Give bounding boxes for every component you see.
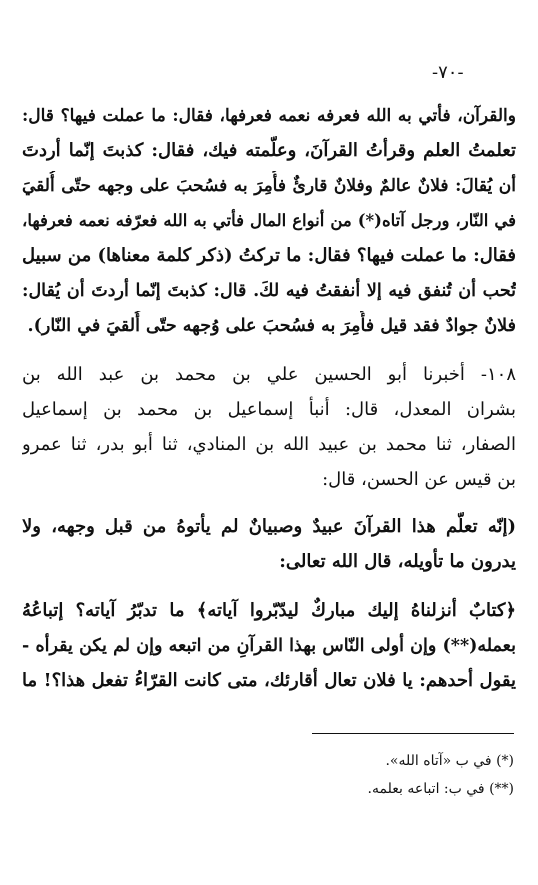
text-line: والقرآن، فأتي به الله فعرفه نعمه فعرفها، فقال: ما عملت فيها؟ قال:: [22, 106, 516, 126]
text-line: ﴿كتابٌ أنزلناهُ إليك مباركٌ ليدّبّروا آياته﴾ ما تدبّرُ آياته؟ إتباعُهُ: [22, 600, 516, 621]
text-line: تعلمتُ العلم وقرأتُ القرآنَ، وعلّمته فيك، فقال: كذبتَ إنّما أردتَ: [22, 140, 516, 161]
text-line: في النّار، ورجل آتاه(*) من أنواع المال فأتي به الله فعرّفه نعمه فعرفها،: [22, 211, 516, 230]
text-line: فقال: ما عملت فيها؟ فقال: ما تركتُ (ذكر كلمة معناها) من سبيل: [22, 245, 516, 266]
text-line: بعمله(**) وإن أولى النّاس بهذا القرآنِ من اتبعه وإن لم يكن يقرأه -: [22, 636, 516, 656]
footnote-divider: [312, 733, 514, 734]
footnote: (*) في ب «آتاه الله».: [385, 753, 514, 769]
text-line: أن يُقالَ: فلانٌ عالمٌ وفلانٌ قارئٌ فأُمِرَ به فسُحبَ على وجهه حتّى أُلقيَ: [22, 176, 516, 196]
text-line: فلانٌ جوادٌ فقد قيل فأُمِرَ به فسُحبَ على وُجهه حتّى أُلقيَ في النّار).: [27, 316, 516, 336]
page-number: -٧٠-: [432, 62, 464, 83]
text-line: الصفار، ثنا محمد بن عبيد الله بن المنادي، ثنا أبو بدر، ثنا عمرو: [22, 434, 516, 455]
text-line: بشران المعدل، قال: أنبأ إسماعيل بن محمد بن إسماعيل: [22, 399, 516, 420]
text-line: تُحب أن تُنفق فيه إلا أنفقتُ فيه لكَ. قال: كذبتَ إنّما أردتَ أن يُقال:: [22, 281, 516, 301]
text-line: يقول أحدهم: يا فلان تعال أقارئك، متى كانت القرّاءُ تفعل هذا؟! ما: [22, 670, 516, 691]
text-line: بن قيس عن الحسن، قال:: [322, 469, 516, 490]
footnote: (**) في ب: اتباعه بعلمه.: [367, 781, 514, 797]
text-line: ١٠٨- أخبرنا أبو الحسين علي بن محمد بن عبد الله بن: [22, 364, 516, 385]
text-line: (إنّه تعلّم هذا القرآنَ عبيدٌ وصبيانٌ لم يأتوهُ من قبل وجهه، ولا: [22, 516, 516, 537]
text-line: يدرون ما تأويله، قال الله تعالى:: [279, 551, 516, 572]
